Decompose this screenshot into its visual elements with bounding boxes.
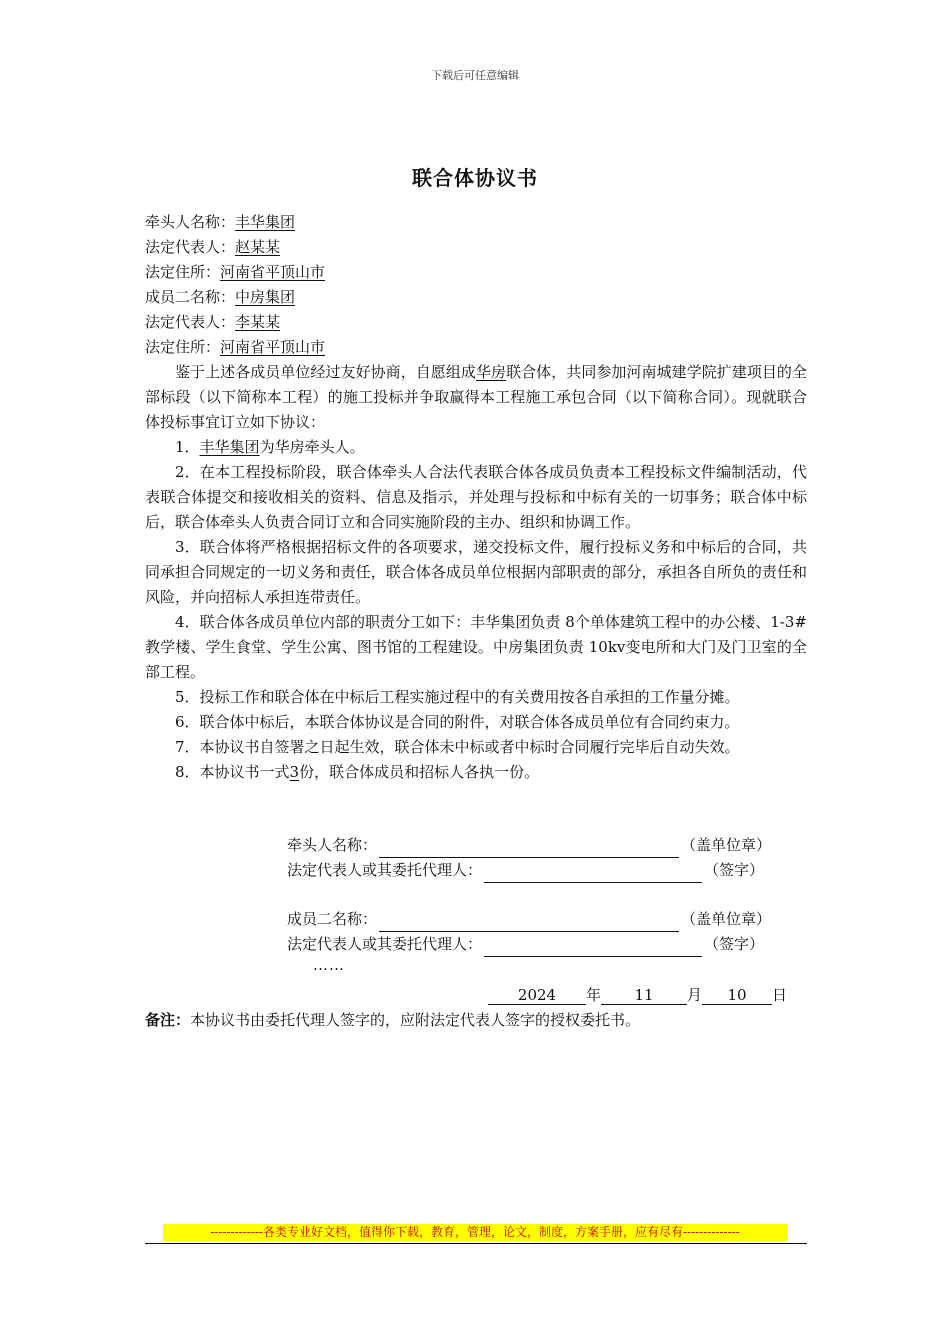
signature-row: [287, 858, 807, 883]
lead-rep-value: 赵某某: [235, 238, 281, 256]
date-day: 10: [702, 984, 772, 1005]
document-title: 联合体协议书: [412, 166, 538, 190]
party-line: [145, 260, 805, 285]
remark-label: 备注：: [145, 1011, 191, 1029]
clause-6: 6．联合体中标后，本联合体协议是合同的附件，对联合体各成员单位有合同约束力。: [175, 713, 740, 731]
party-line: [145, 310, 805, 335]
party-label: 牵头人名称：: [145, 213, 236, 231]
party-label: 成员二名称：: [145, 288, 236, 306]
signature-label: 法定代表人或其委托代理人：: [287, 861, 483, 879]
member-address-value: 河南省平顶山市: [220, 338, 326, 356]
date-unit: 日: [772, 986, 788, 1004]
intro-text: 鉴于上述各成员单位经过友好协商，自愿组成: [175, 363, 476, 381]
clause-5: 5．投标工作和联合体在中标后工程实施过程中的有关费用按各自承担的工作量分摊。: [175, 688, 740, 706]
clause-text: 8．本协议书一式: [175, 763, 290, 781]
intro-text: 联合体，共同参加河南城建学院扩建项目的全部标段（以下简称本工程）的施工投标并争取赢得本工程施工承包合同（以下简称合同）。现就联合体投标事宜订立如下协议：: [145, 363, 807, 431]
sign-note: （签字）: [704, 935, 765, 953]
clause-1: [145, 435, 807, 460]
signature-block-lead: [287, 833, 807, 883]
header-note: 下载后可任意编辑: [431, 69, 519, 82]
party-label: 法定代表人：: [145, 238, 236, 256]
clause-7: 7．本协议书自签署之日起生效，联合体未中标或者中标时合同履行完毕后自动失效。: [175, 738, 740, 756]
party-label: 法定住所：: [145, 338, 221, 356]
signature-block-member: [287, 907, 807, 957]
signing-date: [488, 983, 808, 1008]
copies-count: 3: [289, 763, 300, 781]
clause-text: 份，联合体成员和招标人各执一份。: [299, 763, 540, 781]
clause-number: 1．: [175, 438, 200, 456]
seal-note: （盖单位章）: [681, 836, 772, 854]
party-info: [145, 210, 805, 360]
clause-2: 2．在本工程投标阶段，联合体牵头人合法代表联合体各成员负责本工程投标文件编制活动，代表联合体提交和接收相关的资料、信息及指示，并处理与投标和中标有关的一切事务；联合体中标后，联合体牵头人负责合同订立和合同实施阶段的主办、组织和协调工作。: [145, 463, 807, 531]
continuation-ellipsis: ……: [313, 956, 345, 974]
signature-row: [287, 833, 807, 858]
signature-label: 牵头人名称：: [287, 836, 378, 854]
lead-name-value: 丰华集团: [235, 213, 296, 231]
clause-text: 为华房牵头人。: [259, 438, 365, 456]
lead-rep-signature-blank[interactable]: [484, 864, 702, 883]
lead-address-value: 河南省平顶山市: [220, 263, 326, 281]
agreement-body: [145, 360, 807, 785]
party-line: [145, 285, 805, 310]
party-label: 法定住所：: [145, 263, 221, 281]
date-year: 2024: [488, 984, 586, 1005]
party-line: [145, 235, 805, 260]
party-line: [145, 210, 805, 235]
signature-label: 法定代表人或其委托代理人：: [287, 935, 483, 953]
clause-4: 4．联合体各成员单位内部的职责分工如下：丰华集团负责 8个单体建筑工程中的办公楼、1-3#教学楼、学生食堂、学生公寓、图书馆的工程建设。中房集团负责 10kv变电所和大门及门卫室的全部工程。: [145, 613, 807, 681]
date-month: 11: [601, 984, 687, 1005]
sign-note: （签字）: [704, 861, 765, 879]
remark-text: 本协议书由委托代理人签字的，应附法定代表人签字的授权委托书。: [190, 1011, 641, 1029]
date-unit: 年: [586, 986, 602, 1004]
member-name-value: 中房集团: [235, 288, 296, 306]
party-label: 法定代表人：: [145, 313, 236, 331]
intro-paragraph: [145, 360, 807, 435]
signature-label: 成员二名称：: [287, 910, 378, 928]
member-rep-value: 李某某: [235, 313, 281, 331]
member-rep-signature-blank[interactable]: [484, 938, 702, 957]
lead-party-name: 丰华集团: [199, 438, 260, 456]
party-line: [145, 335, 805, 360]
signature-row: [287, 932, 807, 957]
seal-note: （盖单位章）: [681, 910, 772, 928]
member-name-blank[interactable]: [379, 913, 679, 932]
consortium-name: 华房: [475, 363, 507, 381]
remark: [145, 1008, 640, 1033]
clause-3: 3．联合体将严格根据招标文件的各项要求，递交投标文件，履行投标义务和中标后的合同，共同承担合同规定的一切义务和责任，联合体各成员单位根据内部职责的部分，承担各自所负的责任和风险，并向招标人承担连带责任。: [145, 538, 807, 606]
date-unit: 月: [687, 986, 703, 1004]
lead-name-blank[interactable]: [379, 839, 679, 858]
footer-divider: [145, 1243, 807, 1244]
clause-8: [145, 760, 807, 785]
signature-row: [287, 907, 807, 932]
footer-banner: -------------各类专业好文档，值得你下载，教育，管理，论文，制度，方案手册，应有尽有--------------: [163, 1224, 787, 1241]
